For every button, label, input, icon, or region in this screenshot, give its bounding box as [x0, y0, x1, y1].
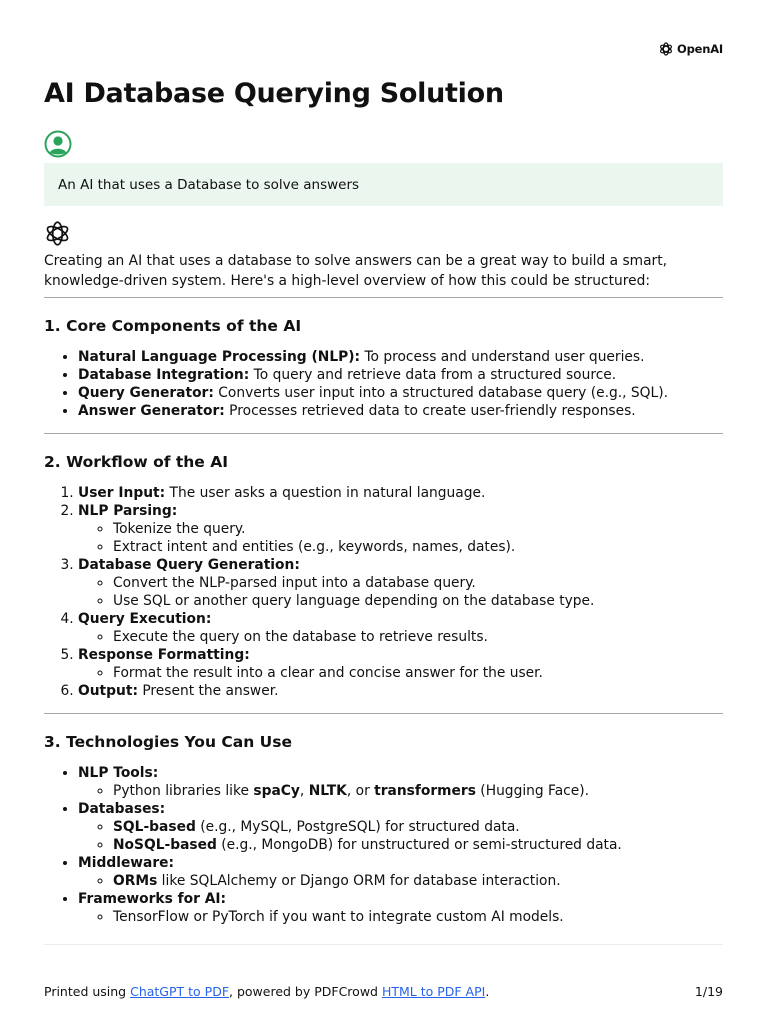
list-item: • Frameworks for AI: ◦ TensorFlow or PyTorch if you want to integrate custom AI models.	[78, 890, 723, 926]
list-item: • NLP Tools: ◦ Python libraries like spaCy, NLTK, or transformers (Hugging Face).	[78, 764, 723, 800]
openai-logo	[658, 40, 723, 58]
user-message-bubble	[44, 163, 723, 206]
user-message-text: An AI that uses a Database to solve answers	[58, 176, 360, 193]
sub-list-item: ◦ Tokenize the query.	[113, 520, 723, 538]
logo-text: OpenAI	[677, 42, 723, 56]
list-item: • Answer Generator: Processes retrieved data to create user-friendly responses.	[78, 402, 723, 420]
list-item: 5. Response Formatting: ◦ Format the result into a clear and concise answer for the user.	[78, 646, 723, 682]
list-item: • Query Generator: Converts user input into a structured database query (e.g., SQL).	[78, 384, 723, 402]
section-heading: 3. Technologies You Can Use	[44, 733, 292, 751]
list-item: 4. Query Execution: ◦ Execute the query on the database to retrieve results.	[78, 610, 723, 646]
sub-list	[78, 664, 723, 682]
chatgpt-icon	[44, 220, 71, 247]
page-number: 1/19	[694, 984, 723, 999]
html-to-pdf-api-link[interactable]: HTML to PDF API	[381, 984, 486, 999]
sub-list	[78, 872, 723, 890]
sub-list-item: ◦ TensorFlow or PyTorch if you want to integrate custom AI models.	[113, 908, 723, 926]
sub-list-item: ◦ Python libraries like spaCy, NLTK, or transformers (Hugging Face).	[113, 782, 723, 800]
list-item: • Databases: ◦ SQL-based (e.g., MySQL, PostgreSQL) for structured data. ◦ NoSQL-based (e.g., MongoDB) for unstructured or semi-structured data.	[78, 800, 723, 854]
technologies-list	[44, 764, 723, 926]
list-item: 2. NLP Parsing: ◦ Tokenize the query. ◦ Extract intent and entities (e.g., keywords, names, dates).	[78, 502, 723, 556]
sub-list-item: ◦ Execute the query on the database to retrieve results.	[113, 628, 723, 646]
section-heading: 1. Core Components of the AI	[44, 317, 302, 335]
page-footer	[44, 984, 723, 999]
list-item: 1. User Input: The user asks a question in natural language.	[78, 484, 723, 502]
section-heading: 2. Workflow of the AI	[44, 453, 228, 471]
list-item: • Database Integration: To query and retrieve data from a structured source.	[78, 366, 723, 384]
sub-list	[78, 818, 723, 854]
divider	[44, 433, 723, 434]
sub-list-item: ◦ NoSQL-based (e.g., MongoDB) for unstructured or semi-structured data.	[113, 836, 723, 854]
sub-list	[78, 574, 723, 610]
assistant-response	[44, 251, 723, 939]
divider	[44, 297, 723, 298]
sub-list	[78, 628, 723, 646]
sub-list-item: ◦ Extract intent and entities (e.g., keywords, names, dates).	[113, 538, 723, 556]
list-item: 3. Database Query Generation: ◦ Convert the NLP-parsed input into a database query. ◦ Use SQL or another query language depending on the database type.	[78, 556, 723, 610]
intro-paragraph: Creating an AI that uses a database to solve answers can be a great way to build a smart, knowledge-driven system. Here's a high-level overview of how this could be structured:	[44, 253, 668, 289]
page-title: AI Database Querying Solution	[44, 78, 504, 109]
user-avatar-icon	[44, 130, 72, 158]
sub-list-item: ◦ Format the result into a clear and concise answer for the user.	[113, 664, 723, 682]
workflow-list	[44, 484, 723, 700]
chatgpt-to-pdf-link[interactable]: ChatGPT to PDF	[130, 984, 230, 999]
list-item: 6. Output: Present the answer.	[78, 682, 723, 700]
list-item: • Middleware: ◦ ORMs like SQLAlchemy or Django ORM for database interaction.	[78, 854, 723, 890]
sub-list	[78, 520, 723, 556]
sub-list	[78, 782, 723, 800]
core-components-list	[44, 348, 723, 420]
sub-list-item: ◦ Convert the NLP-parsed input into a database query.	[113, 574, 723, 592]
sub-list-item: ◦ SQL-based (e.g., MySQL, PostgreSQL) for structured data.	[113, 818, 723, 836]
footer-credit: Printed using ChatGPT to PDF, powered by PDFCrowd HTML to PDF API.	[44, 984, 490, 999]
divider	[44, 713, 723, 714]
sub-list-item: ◦ Use SQL or another query language depending on the database type.	[113, 592, 723, 610]
page-bottom-rule	[44, 944, 723, 945]
sub-list	[78, 908, 723, 926]
openai-logo-icon	[658, 41, 674, 57]
list-item: • Natural Language Processing (NLP): To process and understand user queries.	[78, 348, 723, 366]
sub-list-item: ◦ ORMs like SQLAlchemy or Django ORM for database interaction.	[113, 872, 723, 890]
